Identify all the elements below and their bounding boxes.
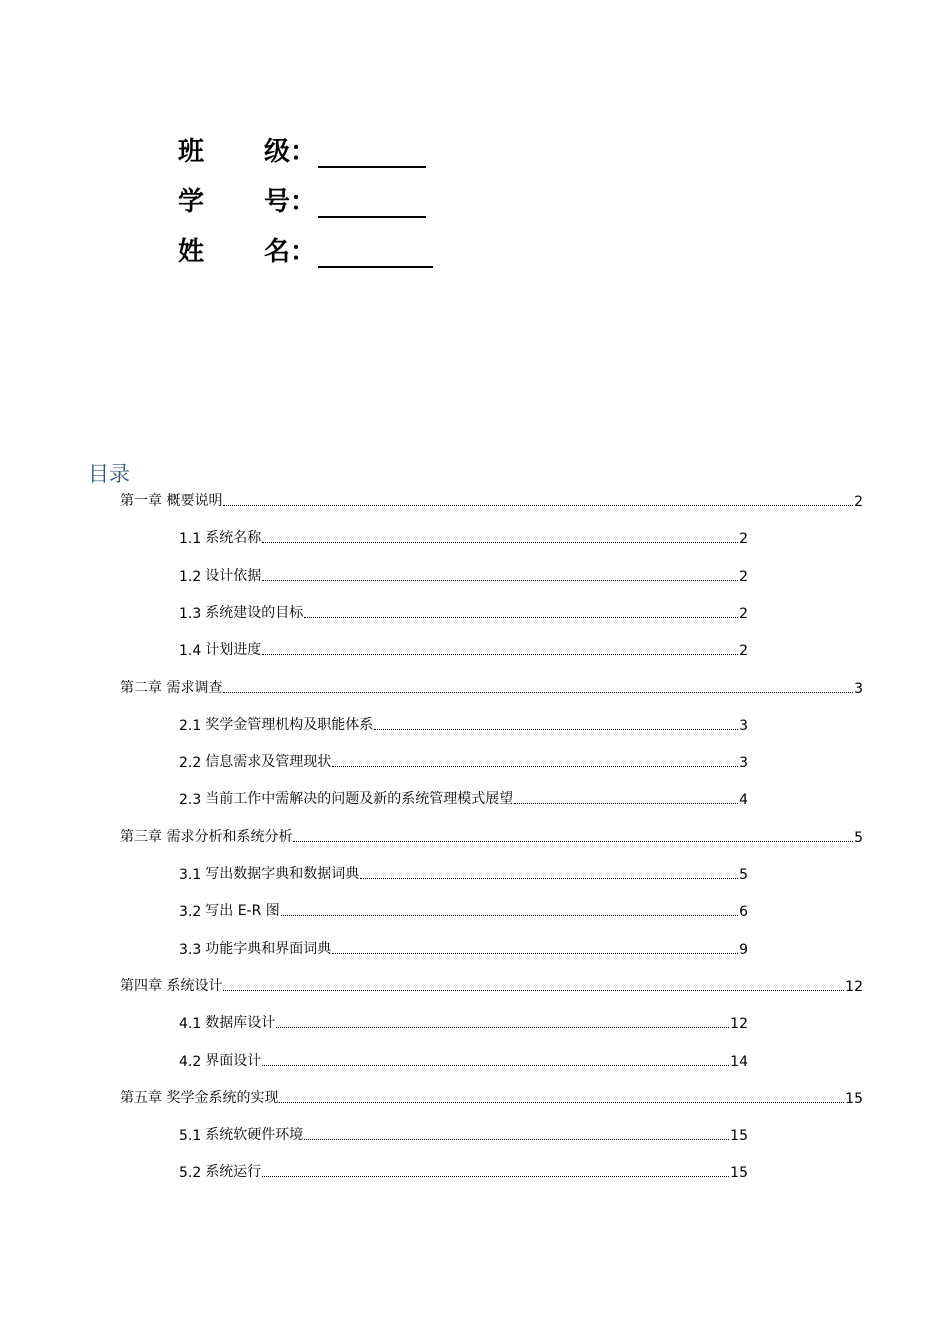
toc-entry-title: 写出 E-R 图 (205, 903, 280, 919)
toc-section-number: 1.3 (179, 606, 202, 622)
toc-dot-leader (262, 1064, 729, 1066)
toc-entry-title: 系统建设的目标 (205, 605, 304, 621)
toc-entry-title: 当前工作中需解决的问题及新的系统管理模式展望 (205, 791, 514, 807)
toc-dot-leader (279, 1101, 844, 1103)
student-id-label-b: 号： (264, 187, 317, 217)
toc-chapter-entry[interactable] (120, 490, 863, 510)
toc-page-number: 2 (739, 606, 748, 622)
toc-dot-leader (262, 579, 738, 581)
toc-page-number: 2 (854, 494, 863, 510)
toc-section-entry[interactable] (179, 1012, 748, 1032)
toc-entry-title: 写出数据字典和数据词典 (205, 866, 360, 882)
toc-section-number: 5.2 (179, 1165, 202, 1181)
toc-section-entry[interactable] (179, 900, 748, 920)
toc-entry-title: 第四章 系统设计 (120, 978, 223, 994)
toc-dot-leader (262, 1175, 729, 1177)
toc-section-number: 2.3 (179, 792, 202, 808)
toc-page-number: 3 (739, 718, 748, 734)
toc-dot-leader (304, 1138, 729, 1140)
toc-chapter-entry[interactable] (120, 975, 863, 995)
toc-page-number: 5 (739, 867, 748, 883)
toc-page-number: 3 (739, 755, 748, 771)
toc-dot-leader (223, 691, 853, 693)
toc-entry-title: 界面设计 (205, 1053, 262, 1069)
toc-page-number: 15 (730, 1165, 748, 1181)
toc-section-number: 3.1 (179, 867, 202, 883)
toc-page-number: 5 (854, 830, 863, 846)
toc-entry-title: 第二章 需求调查 (120, 680, 223, 696)
toc-page-number: 12 (730, 1016, 748, 1032)
toc-dot-leader (223, 989, 844, 991)
toc-chapter-entry[interactable] (120, 677, 863, 697)
toc-dot-leader (262, 541, 738, 543)
toc-section-entry[interactable] (179, 639, 748, 659)
toc-dot-leader (293, 840, 853, 842)
toc-dot-leader (223, 504, 853, 506)
toc-entry-title: 奖学金管理机构及职能体系 (205, 717, 374, 733)
student-id-row (178, 178, 426, 218)
toc-page-number: 9 (739, 942, 748, 958)
name-label-b: 名： (264, 237, 317, 267)
toc-dot-leader (360, 877, 738, 879)
class-label-a: 班 (178, 137, 205, 167)
toc-section-number: 1.2 (179, 569, 202, 585)
toc-page-number: 12 (845, 979, 863, 995)
toc-section-entry[interactable] (179, 565, 748, 585)
toc-section-entry[interactable] (179, 938, 748, 958)
toc-page-number: 6 (739, 904, 748, 920)
toc-section-number: 1.1 (179, 531, 202, 547)
toc-page-number: 15 (730, 1128, 748, 1144)
toc-section-entry[interactable] (179, 527, 748, 547)
toc-section-number: 2.1 (179, 718, 202, 734)
toc-page-number: 15 (845, 1091, 863, 1107)
class-label-b: 级： (264, 137, 317, 167)
name-blank[interactable] (318, 236, 433, 268)
toc-section-entry[interactable] (179, 714, 748, 734)
toc-chapter-entry[interactable] (120, 826, 863, 846)
toc-dot-leader (514, 802, 738, 804)
toc-page-number: 2 (739, 569, 748, 585)
name-label-a: 姓 (178, 237, 205, 267)
toc-section-number: 3.2 (179, 904, 202, 920)
toc-section-number: 2.2 (179, 755, 202, 771)
student-id-label-a: 学 (178, 187, 205, 217)
toc-dot-leader (281, 914, 738, 916)
toc-page-number: 2 (739, 531, 748, 547)
class-row (178, 128, 426, 168)
toc-section-number: 1.4 (179, 643, 202, 659)
toc-entry-title: 第三章 需求分析和系统分析 (120, 829, 293, 845)
toc-entry-title: 功能字典和界面词典 (205, 941, 332, 957)
toc-dot-leader (304, 616, 738, 618)
toc-page-number: 14 (730, 1054, 748, 1070)
toc-section-entry[interactable] (179, 1161, 748, 1181)
toc-dot-leader (332, 765, 738, 767)
toc-page-number: 2 (739, 643, 748, 659)
toc-entry-title: 第五章 奖学金系统的实现 (120, 1090, 279, 1106)
toc-entry-title: 第一章 概要说明 (120, 493, 223, 509)
toc-section-number: 3.3 (179, 942, 202, 958)
toc-section-entry[interactable] (179, 751, 748, 771)
student-id-blank[interactable] (318, 186, 426, 218)
toc-entry-title: 计划进度 (205, 642, 262, 658)
toc-dot-leader (262, 653, 738, 655)
toc-section-number: 4.1 (179, 1016, 202, 1032)
toc-section-entry[interactable] (179, 863, 748, 883)
toc-entry-title: 设计依据 (205, 568, 262, 584)
toc-section-entry[interactable] (179, 788, 748, 808)
toc-section-entry[interactable] (179, 602, 748, 622)
toc-entry-title: 信息需求及管理现状 (205, 754, 332, 770)
toc-entry-title: 数据库设计 (205, 1015, 276, 1031)
toc-chapter-entry[interactable] (120, 1087, 863, 1107)
toc-section-entry[interactable] (179, 1050, 748, 1070)
toc-page-number: 4 (739, 792, 748, 808)
toc-dot-leader (374, 728, 738, 730)
name-row (178, 228, 433, 268)
toc-page-number: 3 (854, 681, 863, 697)
toc-entry-title: 系统软硬件环境 (205, 1127, 304, 1143)
toc-section-entry[interactable] (179, 1124, 748, 1144)
class-blank[interactable] (318, 136, 426, 168)
toc-dot-leader (276, 1026, 729, 1028)
toc-section-number: 5.1 (179, 1128, 202, 1144)
toc-entry-title: 系统运行 (205, 1164, 262, 1180)
toc-section-number: 4.2 (179, 1054, 202, 1070)
toc-entry-title: 系统名称 (205, 530, 262, 546)
toc-title: 目录 (88, 462, 130, 486)
toc-dot-leader (332, 952, 738, 954)
